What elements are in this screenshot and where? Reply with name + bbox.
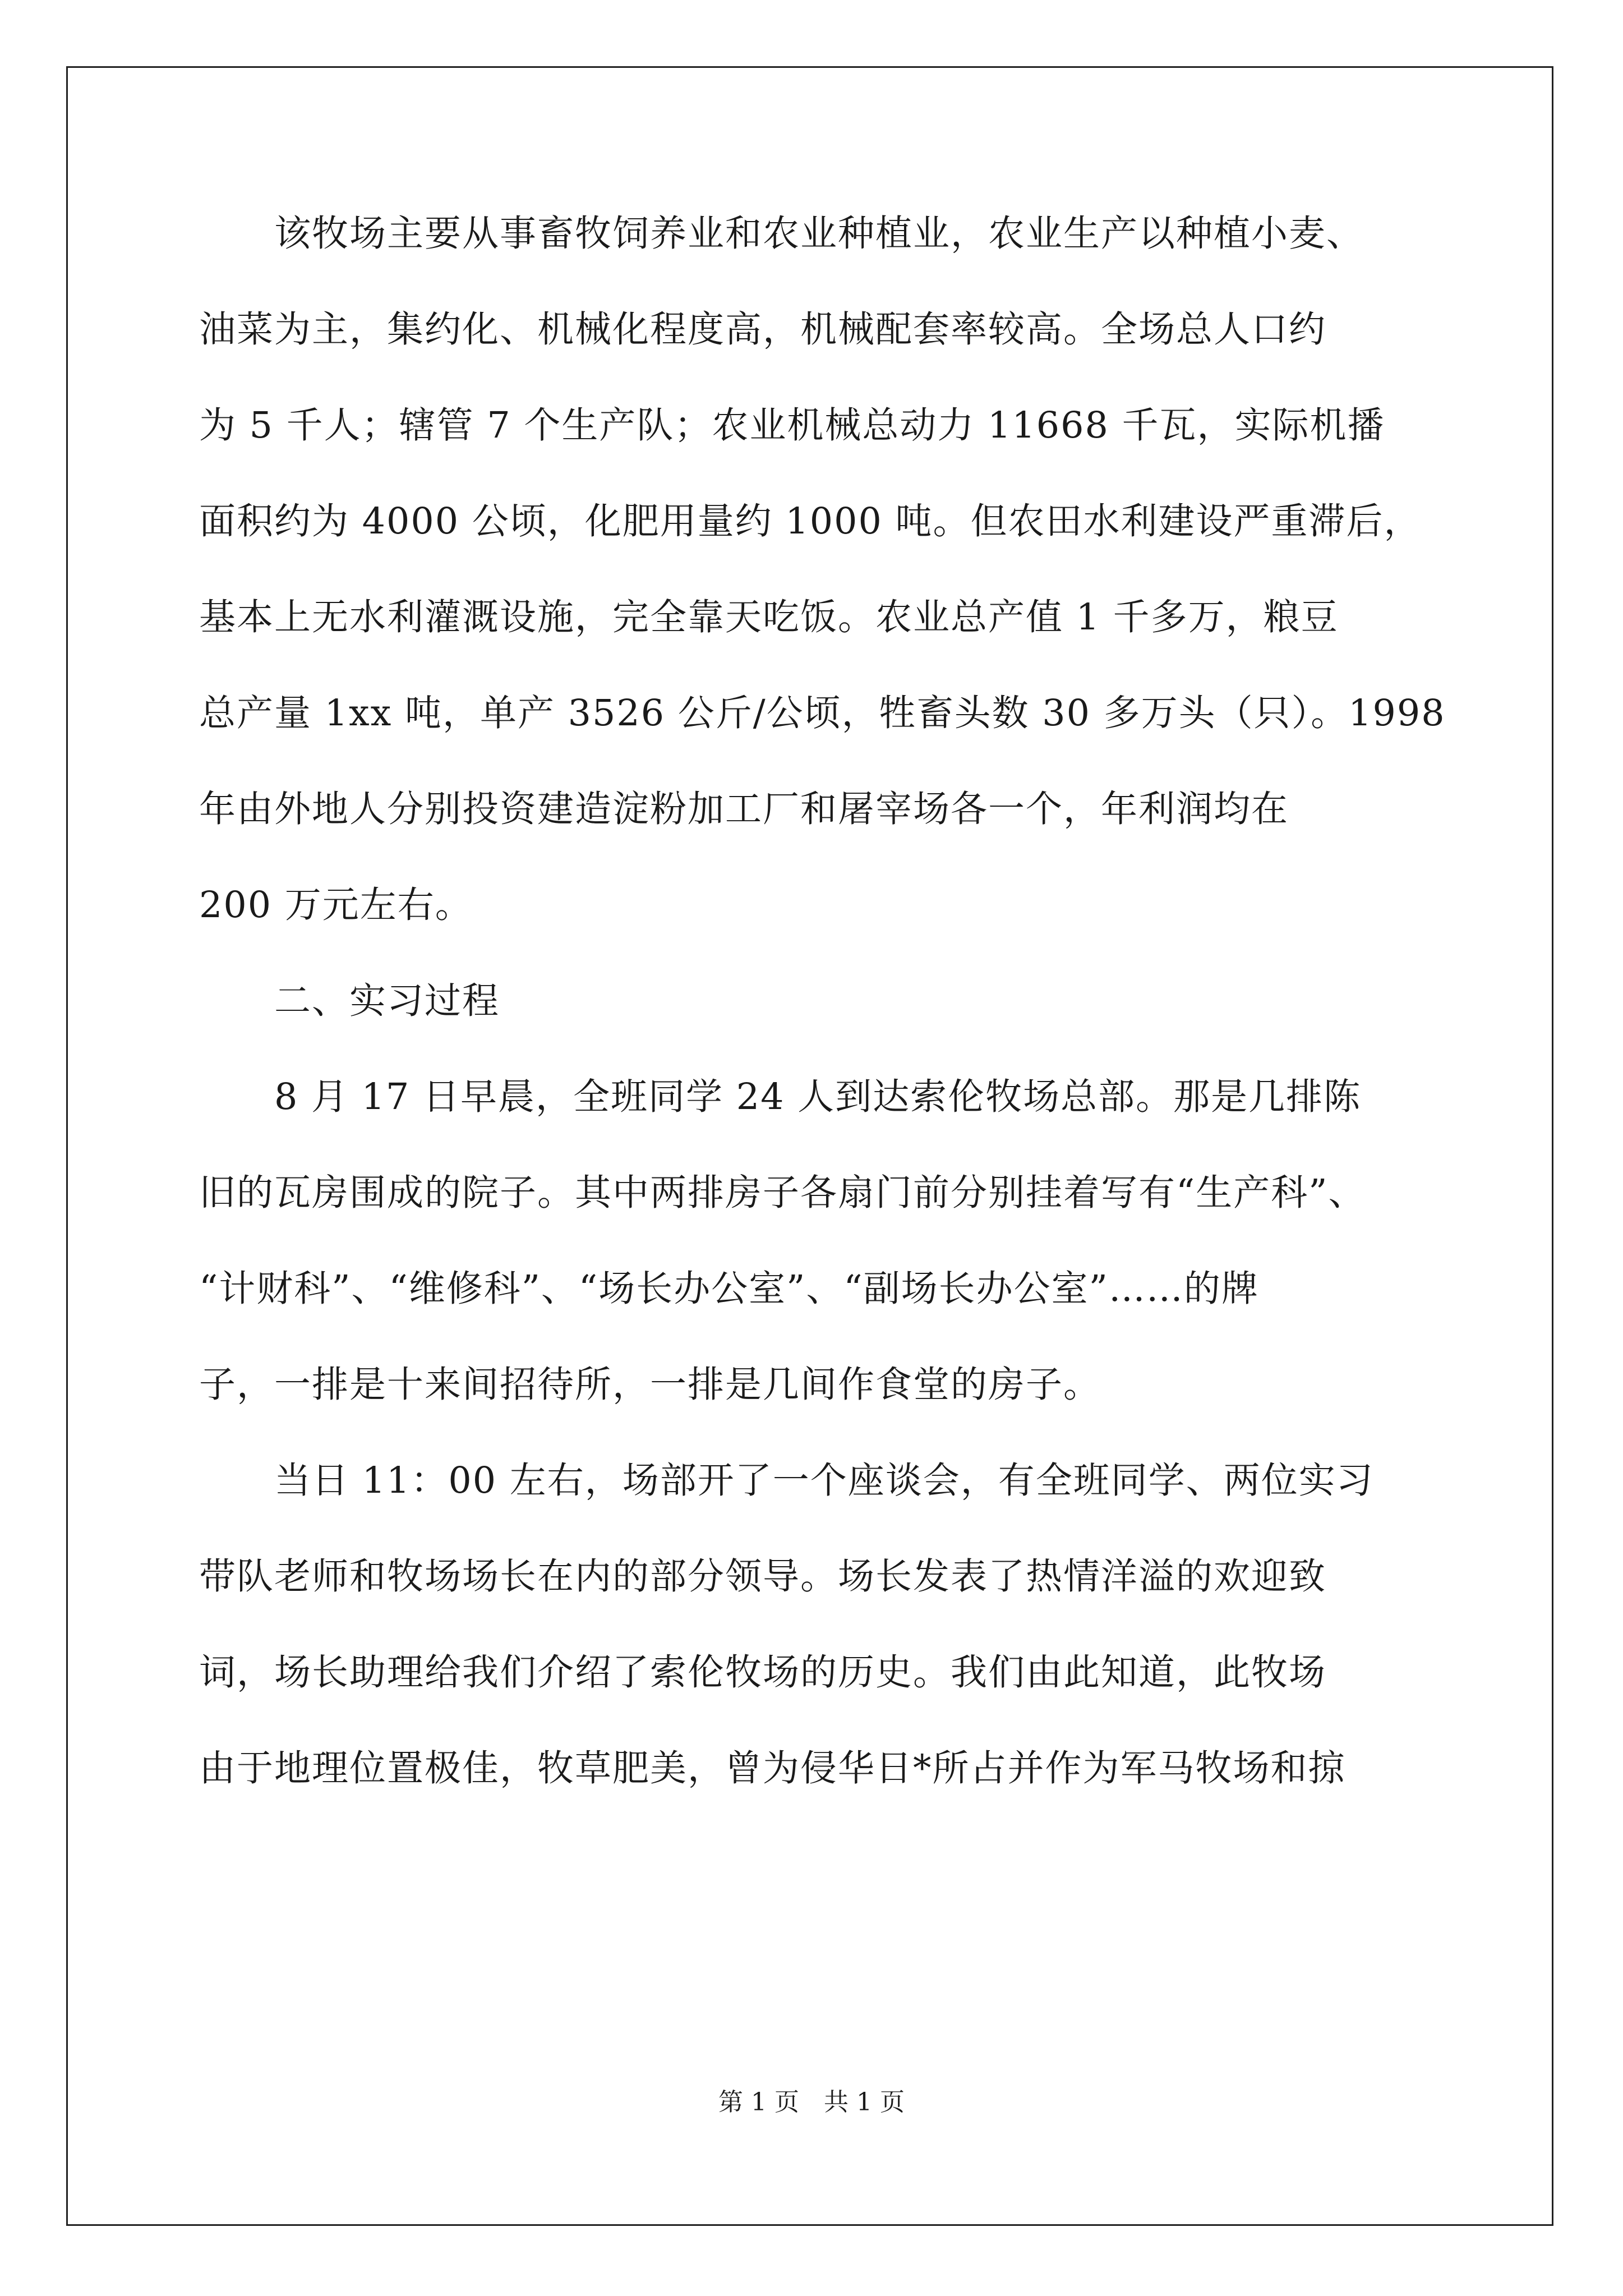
page-footer	[0, 2087, 1623, 2118]
section-heading: 二、实习过程	[199, 980, 500, 1022]
text-line: 年由外地人分别投资建造淀粉加工厂和屠宰场各一个，年利润均在	[199, 788, 1289, 830]
text-line: 旧的瓦房围成的院子。其中两排房子各扇门前分别挂着写有“生产科”、	[199, 1172, 1366, 1214]
text-line: 带队老师和牧场场长在内的部分领导。场长发表了热情洋溢的欢迎致	[199, 1556, 1327, 1598]
text-line: “计财科”、“维修科”、“场长办公室”、“副场长办公室”……的牌	[199, 1268, 1259, 1310]
text-line: 200 万元左右。	[199, 884, 473, 926]
text-line: 为 5 千人；辖管 7 个生产队；农业机械总动力 11668 千瓦，实际机播	[199, 404, 1385, 447]
text-line: 油菜为主，集约化、机械化程度高，机械配套率较高。全场总人口约	[199, 309, 1327, 351]
text-line: 由于地理位置极佳，牧草肥美，曾为侵华日*所占并作为军马牧场和掠	[199, 1747, 1346, 1789]
text-line: 8 月 17 日早晨，全班同学 24 人到达索伦牧场总部。那是几排陈	[199, 1076, 1362, 1118]
text-line: 子，一排是十来间招待所，一排是几间作食堂的房子。	[199, 1364, 1101, 1406]
text-line: 词，场长助理给我们介绍了索伦牧场的历史。我们由此知道，此牧场	[199, 1651, 1327, 1694]
text-line: 面积约为 4000 公顷，化肥用量约 1000 吨。但农田水利建设严重滞后，	[199, 500, 1422, 542]
text-line: 基本上无水利灌溉设施，完全靠天吃饭。农业总产值 1 千多万，粮豆	[199, 596, 1339, 638]
text-line: 当日 11：00 左右，场部开了一个座谈会，有全班同学、两位实习	[199, 1460, 1374, 1502]
page-number: 第 1 页	[718, 2088, 799, 2116]
text-line: 该牧场主要从事畜牧饲养业和农业种植业，农业生产以种植小麦、	[199, 213, 1364, 255]
text-line: 总产量 1xx 吨，单产 3526 公斤/公顷，牲畜头数 30 多万头（只）。1998	[199, 692, 1446, 734]
page-border	[66, 66, 1553, 2226]
page-total: 共 1 页	[824, 2088, 905, 2116]
